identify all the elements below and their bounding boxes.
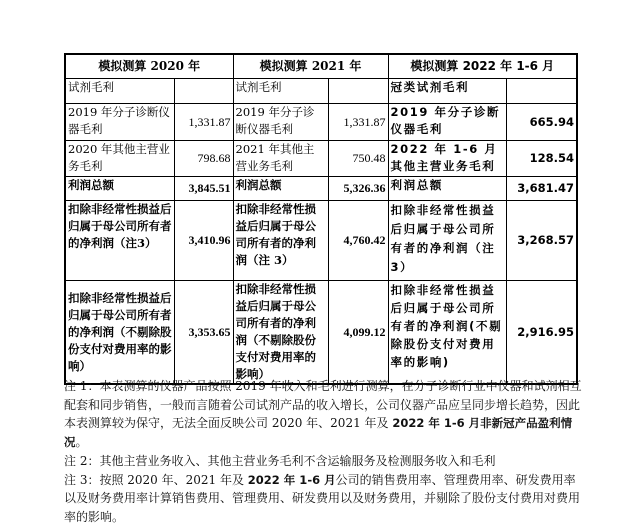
row-label-2021: 2021 年其他主营业务毛利 [233, 141, 328, 177]
row-label-2020: 扣除非经常性损益后归属于母公司所有者的净利润（注3） [65, 201, 174, 281]
row-label-2022: 2019 年分子诊断仪器毛利 [388, 104, 506, 141]
row-label-2020: 试剂毛利 [65, 79, 174, 104]
row-value-2021: 750.48 [328, 141, 388, 177]
row-value-2021: 5,326.36 [328, 177, 388, 201]
note-1 [64, 377, 584, 451]
row-label-2022: 扣除非经常性损益后归属于母公司所有者的净利润(不剔除股份支付对费用率的影响) [388, 281, 506, 385]
table-notes [64, 377, 584, 526]
table-row [65, 141, 577, 177]
row-value-2022: 3,268.57 [506, 201, 577, 281]
header-2022: 模拟测算 2022 年 1-6 月 [388, 54, 577, 79]
row-value-2021: 1,331.87 [328, 104, 388, 141]
header-2021: 模拟测算 2021 年 [233, 54, 388, 79]
row-label-2022: 2022 年 1-6 月其他主营业务毛利 [388, 141, 506, 177]
row-value-2022 [506, 79, 577, 104]
row-value-2020: 3,353.65 [174, 281, 233, 385]
row-value-2021: 4,099.12 [328, 281, 388, 385]
row-value-2020 [174, 79, 233, 104]
row-label-2022: 冠类试剂毛利 [388, 79, 506, 104]
header-2020: 模拟测算 2020 年 [65, 54, 233, 79]
row-label-2021: 扣除非经常性损益后归属于母公司所有者的净利润（不剔除股份支付对费用率的影响） [233, 281, 328, 385]
row-value-2020: 3,410.96 [174, 201, 233, 281]
row-value-2022: 3,681.47 [506, 177, 577, 201]
row-value-2022: 2,916.95 [506, 281, 577, 385]
note-3-text: 注 3：按照 2020 年、2021 年及 [64, 472, 248, 487]
table-row-net-profit-no-sbc [65, 281, 577, 385]
note-3-rest: 公司的销售费用率、管理费用率、研发费用率以及财务费用率计算销售费用、管理费用、研发费用以及财务费用，并剔除了股份支付费用对费用率的影响。 [64, 472, 581, 524]
row-label-2021: 扣除非经常性损益后归属于母公司所有者的净利润（注 3） [233, 201, 328, 281]
row-value-2020: 798.68 [174, 141, 233, 177]
row-label-2020: 2020 年其他主营业务毛利 [65, 141, 174, 177]
row-value-2021 [328, 79, 388, 104]
table-header-row [65, 54, 577, 79]
note-1-bold-text: 2022 年 1-6 月非新冠产品盈利情况 [64, 416, 573, 449]
row-label-2020: 2019 年分子诊断仪器毛利 [65, 104, 174, 141]
table-row [65, 104, 577, 141]
row-value-2021: 4,760.42 [328, 201, 388, 281]
note-2: 注 2：其他主营业务收入、其他主营业务毛利不含运输服务及检测服务收入和毛利 [64, 454, 496, 468]
row-label-2021: 利润总额 [233, 177, 328, 201]
row-value-2020: 1,331.87 [174, 104, 233, 141]
simulation-table [64, 53, 578, 385]
note-3 [64, 471, 584, 527]
table-row-net-profit [65, 201, 577, 281]
note-1-end: 。 [75, 434, 88, 449]
row-label-2020: 扣除非经常性损益后归属于母公司所有者的净利润（不剔除股份支付对费用率的影响） [65, 281, 174, 385]
row-value-2022: 128.54 [506, 141, 577, 177]
row-value-2022: 665.94 [506, 104, 577, 141]
table-row-total-profit [65, 177, 577, 201]
note-1-text: 注 1：本表测算的仪器产品按照 2019 年收入和毛利进行测算，在分子诊断行业中仪器和试剂相互配套和同步销售，一般而言随着公司试剂产品的收入增长，公司仪器产品应呈同步增长趋势，因此本表测算较为保守，无法全面反映公司 2020 年、2021 年及 [64, 379, 582, 430]
row-label-2022: 扣除非经常性损益后归属于母公司所有者的净利润（注3） [388, 201, 506, 281]
row-value-2020: 3,845.51 [174, 177, 233, 201]
table-row [65, 79, 577, 104]
note-3-bold-text: 2022 年 1-6 月 [247, 472, 336, 487]
row-label-2021: 2019 年分子诊断仪器毛利 [233, 104, 328, 141]
row-label-2022: 利润总额 [388, 177, 506, 201]
row-label-2020: 利润总额 [65, 177, 174, 201]
row-label-2021: 试剂毛利 [233, 79, 328, 104]
